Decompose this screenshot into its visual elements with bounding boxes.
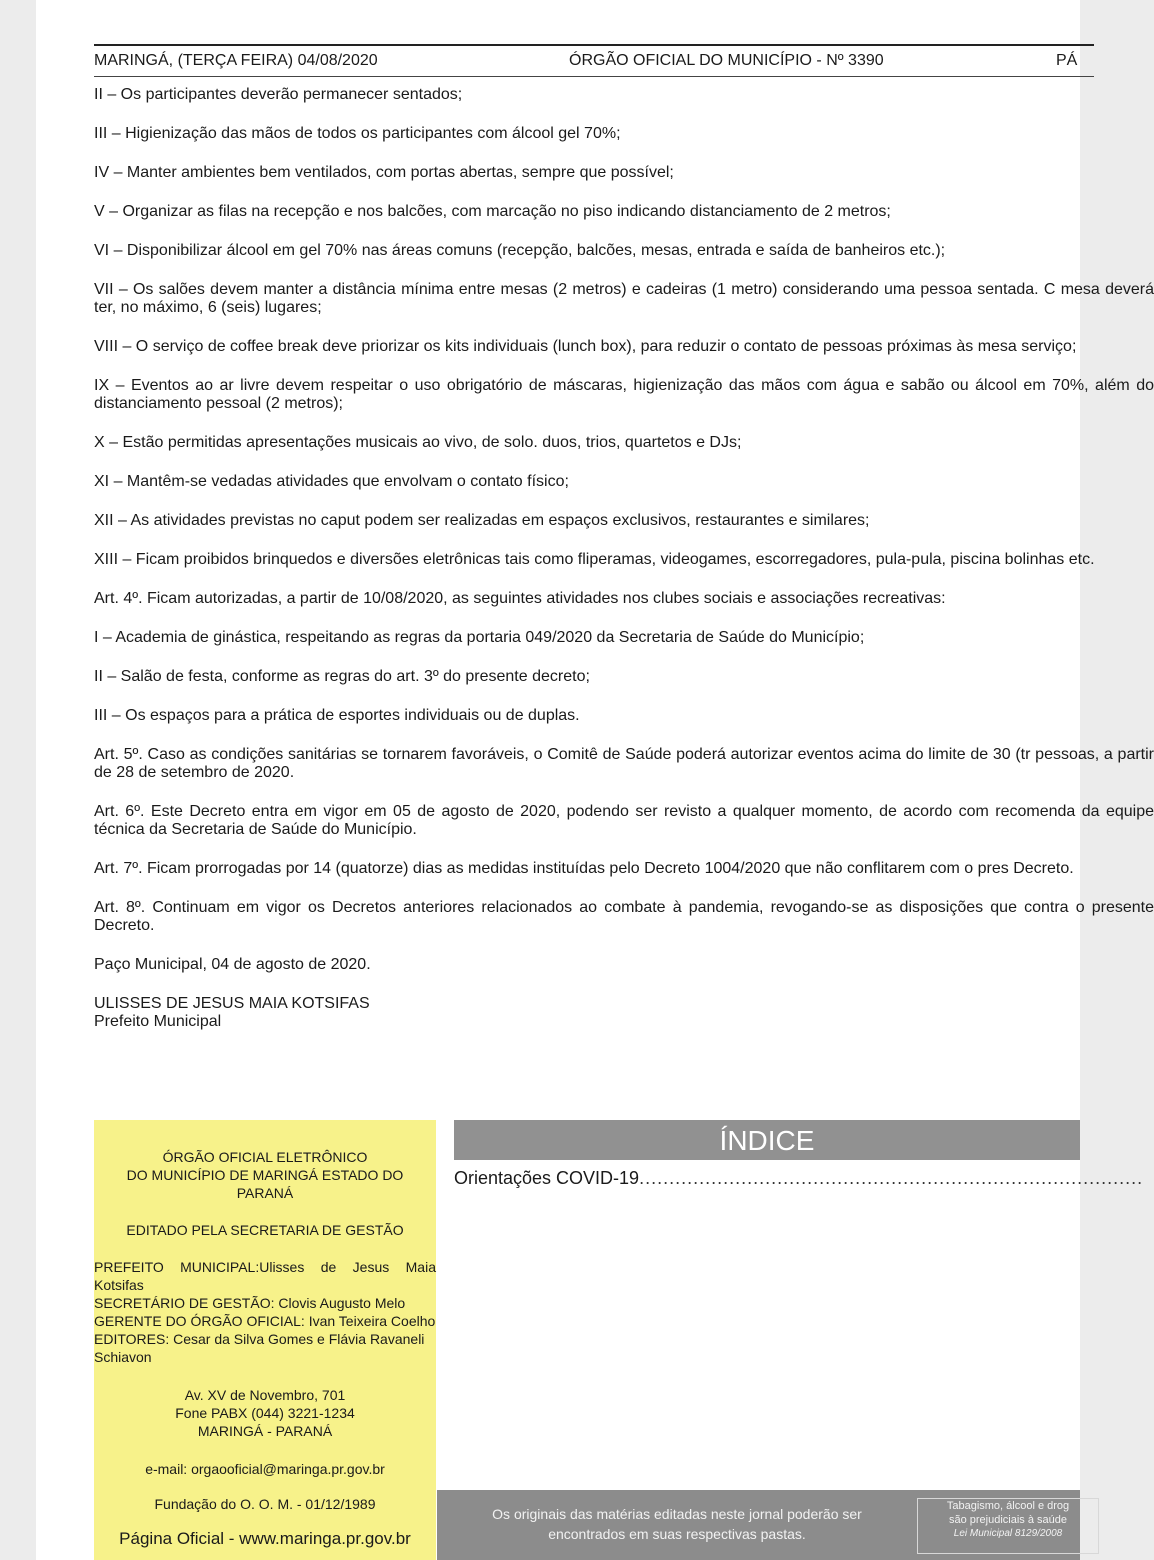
index-entry-label: Orientações COVID-19: [454, 1168, 640, 1188]
paragraph: XII – As atividades previstas no caput podem ser realizadas em espaços exclusivos, restaurantes e similares;: [94, 512, 870, 529]
info-title-line: DO MUNICÍPIO DE MARINGÁ ESTADO DO: [126, 1167, 404, 1183]
paragraph: IV – Manter ambientes bem ventilados, com portas abertas, sempre que possível;: [94, 164, 674, 181]
signature-name: ULISSES DE JESUS MAIA KOTSIFAS: [94, 995, 370, 1012]
header-rule: [94, 44, 1094, 46]
footer-note-line: Os originais das matérias editadas neste jornal poderão ser: [492, 1506, 862, 1522]
paragraph: VI – Disponibilizar álcool em gel 70% nas áreas comuns (recepção, balcões, mesas, entrada e saída de banheiros etc.);: [94, 242, 946, 259]
index-entry-leader: ....................................................................................: [639, 1168, 1144, 1188]
paragraph: III – Higienização das mãos de todos os participantes com álcool gel 70%;: [94, 125, 621, 142]
info-mayor: PREFEITO MUNICIPAL:Ulisses de Jesus Maia Kotsifas: [94, 1259, 436, 1293]
info-title-line: PARANÁ: [236, 1185, 294, 1201]
header-publication: ÓRGÃO OFICIAL DO MUNICÍPIO - Nº 3390: [569, 52, 884, 69]
info-edited-by: EDITADO PELA SECRETARIA DE GESTÃO: [126, 1222, 404, 1238]
warning-line: são prejudiciais à saúde: [948, 1514, 1068, 1526]
paragraph: III – Os espaços para a prática de esportes individuais ou de duplas.: [94, 707, 580, 724]
paragraph: X – Estão permitidas apresentações musicais ao vivo, de solo. duos, trios, quartetos e DJs;: [94, 434, 742, 451]
paragraph: Art. 6º. Este Decreto entra em vigor em 05 de agosto de 2020, podendo ser revisto a qualquer momento, de acordo com recomenda da equipe técnica da Secretaria de Saúde do Município.: [94, 803, 1154, 838]
decree-body: [94, 86, 1154, 1031]
header-divider: [94, 76, 1094, 77]
document-page: [36, 0, 1154, 1560]
health-warning-box: [917, 1498, 1099, 1554]
paragraph: XIII – Ficam proibidos brinquedos e diversões eletrônicas tais como fliperamas, videogames, escorregadores, pula-pula, piscina bolinhas etc.: [94, 551, 1095, 568]
footer-note-line: encontrados em suas respectivas pastas.: [548, 1526, 806, 1542]
paragraph: Paço Municipal, 04 de agosto de 2020.: [94, 956, 371, 973]
index-entry[interactable]: [454, 1168, 1144, 1192]
warning-law: Lei Municipal 8129/2008: [953, 1528, 1063, 1539]
page-header: [94, 52, 1094, 74]
address-line: Fone PABX (044) 3221-1234: [175, 1405, 355, 1421]
address-line: MARINGÁ - PARANÁ: [197, 1423, 333, 1439]
info-title-line: ÓRGÃO OFICIAL ELETRÔNICO: [162, 1149, 368, 1165]
info-staff: [94, 1258, 436, 1366]
info-address: [94, 1386, 436, 1440]
index-heading: ÍNDICE: [454, 1120, 1080, 1160]
paragraph: Art. 7º. Ficam prorrogadas por 14 (quatorze) dias as medidas instituídas pelo Decreto 1004/2020 que não conflitarem com o pres Decreto.: [94, 860, 1074, 877]
paragraph: VII – Os salões devem manter a distância mínima entre mesas (2 metros) e cadeiras (1 metro) considerando uma pessoa sentada. C mesa deverá ter, no máximo, 6 (seis) lugares;: [94, 281, 1154, 316]
paragraph: Art. 8º. Continuam em vigor os Decretos anteriores relacionados ao combate à pandemia, revogando-se as disposições que contra o presente Decreto.: [94, 899, 1154, 934]
paragraph: IX – Eventos ao ar livre devem respeitar o uso obrigatório de máscaras, higienização das mãos com água e sabão ou álcool em 70%, além do distanciamento pessoal (2 metros);: [94, 377, 1154, 412]
paragraph: VIII – O serviço de coffee break deve priorizar os kits individuais (lunch box), para reduzir o contato de pessoas próximas às mesa serviço;: [94, 338, 1077, 355]
paragraph: II – Os participantes deverão permanecer sentados;: [94, 86, 463, 103]
info-title: [94, 1148, 436, 1202]
signature-role: Prefeito Municipal: [94, 1013, 222, 1030]
header-date: MARINGÁ, (TERÇA FEIRA) 04/08/2020: [94, 52, 378, 69]
info-foundation: Fundação do O. O. M. - 01/12/1989: [154, 1496, 376, 1512]
paragraph: XI – Mantêm-se vedadas atividades que envolvam o contato físico;: [94, 473, 569, 490]
info-editors: EDITORES: Cesar da Silva Gomes e Flávia Ravaneli Schiavon: [94, 1331, 425, 1365]
paragraph: V – Organizar as filas na recepção e nos balcões, com marcação no piso indicando distanciamento de 2 metros;: [94, 203, 891, 220]
info-official-page-link[interactable]: Página Oficial - www.maringa.pr.gov.br: [119, 1529, 411, 1548]
info-manager: GERENTE DO ÓRGÃO OFICIAL: Ivan Teixeira Coelho: [94, 1313, 436, 1329]
footer-note: [467, 1504, 887, 1544]
paragraph: Art. 5º. Caso as condições sanitárias se tornarem favoráveis, o Comitê de Saúde poderá autorizar eventos acima do limite de 30 (tr pessoas, a partir de 28 de setembro de 2020.: [94, 746, 1154, 781]
address-line: Av. XV de Novembro, 701: [184, 1387, 346, 1403]
paragraph: II – Salão de festa, conforme as regras do art. 3º do presente decreto;: [94, 668, 590, 685]
publication-info-box: [94, 1120, 436, 1560]
paragraph: I – Academia de ginástica, respeitando as regras da portaria 049/2020 da Secretaria de Saúde do Município;: [94, 629, 865, 646]
info-email[interactable]: e-mail: orgaooficial@maringa.pr.gov.br: [145, 1461, 385, 1477]
footer-bar: [437, 1490, 1080, 1560]
warning-line: Tabagismo, álcool e drog: [946, 1500, 1070, 1512]
paragraph: Art. 4º. Ficam autorizadas, a partir de 10/08/2020, as seguintes atividades nos clubes sociais e associações recreativas:: [94, 590, 946, 607]
info-secretary: SECRETÁRIO DE GESTÃO: Clovis Augusto Melo: [94, 1295, 406, 1311]
header-page: PÁ: [1056, 52, 1078, 69]
